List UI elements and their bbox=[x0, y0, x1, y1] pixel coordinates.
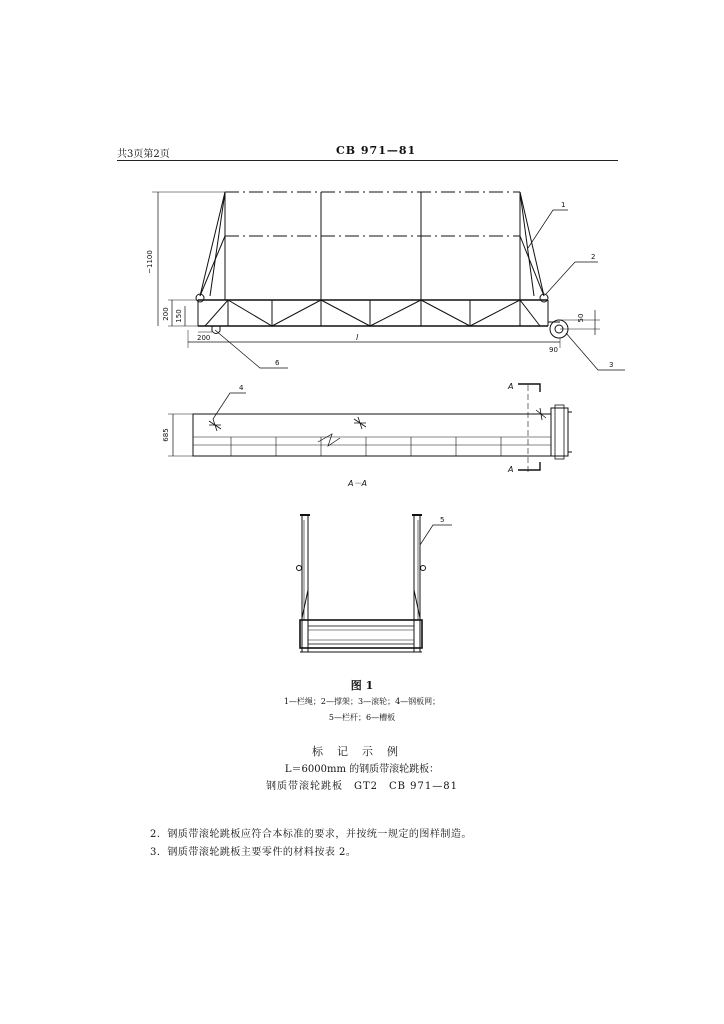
dim-150-label: 150 bbox=[175, 309, 183, 323]
marking-example-line1: L＝6000mm 的钢质带滚轮跳板： bbox=[284, 764, 440, 775]
dim-length-label: l bbox=[356, 333, 359, 342]
marking-example-line2: 钢质带滚轮跳板 GT2 CB 971—81 bbox=[265, 781, 458, 792]
callout-2: 2 bbox=[591, 253, 596, 261]
dim-90-label: 90 bbox=[549, 346, 558, 354]
standard-number: CB 971—81 bbox=[336, 144, 417, 157]
dim-width-label: 685 bbox=[162, 428, 170, 442]
marking-example-title: 标记示例 bbox=[312, 745, 412, 758]
note-item-3: 3．钢质带滚轮跳板主要零件的材料按表 2。 bbox=[150, 847, 357, 858]
section-mark-top: A bbox=[508, 382, 514, 391]
callout-6: 6 bbox=[275, 359, 280, 367]
section-title: A－A bbox=[348, 479, 367, 488]
dim-height-label: ~1100 bbox=[146, 250, 154, 274]
figure-title: 图 1 bbox=[350, 679, 374, 692]
dim-200-label: 200 bbox=[162, 307, 170, 321]
plan-view bbox=[168, 384, 572, 474]
elevation-view bbox=[152, 192, 625, 370]
section-view bbox=[297, 515, 453, 652]
figure-legend-line1: 1—栏绳；2—撑架；3—滚轮；4—钢板网； bbox=[283, 697, 441, 706]
note-item-2: 2．钢质带滚轮跳板应符合本标准的要求，并按统一规定的图样制造。 bbox=[150, 829, 472, 840]
callout-1: 1 bbox=[561, 201, 566, 209]
page-info: 共3页第2页 bbox=[117, 149, 170, 160]
callout-4: 4 bbox=[239, 384, 244, 392]
dim-200-bottom-label: 200 bbox=[197, 334, 211, 342]
section-mark-bottom: A bbox=[508, 465, 514, 474]
dim-50-label: 50 bbox=[577, 313, 585, 323]
figure-legend-line2: 5—栏杆；6—槽板 bbox=[328, 713, 396, 722]
callout-3: 3 bbox=[609, 361, 614, 369]
callout-5: 5 bbox=[440, 516, 445, 524]
